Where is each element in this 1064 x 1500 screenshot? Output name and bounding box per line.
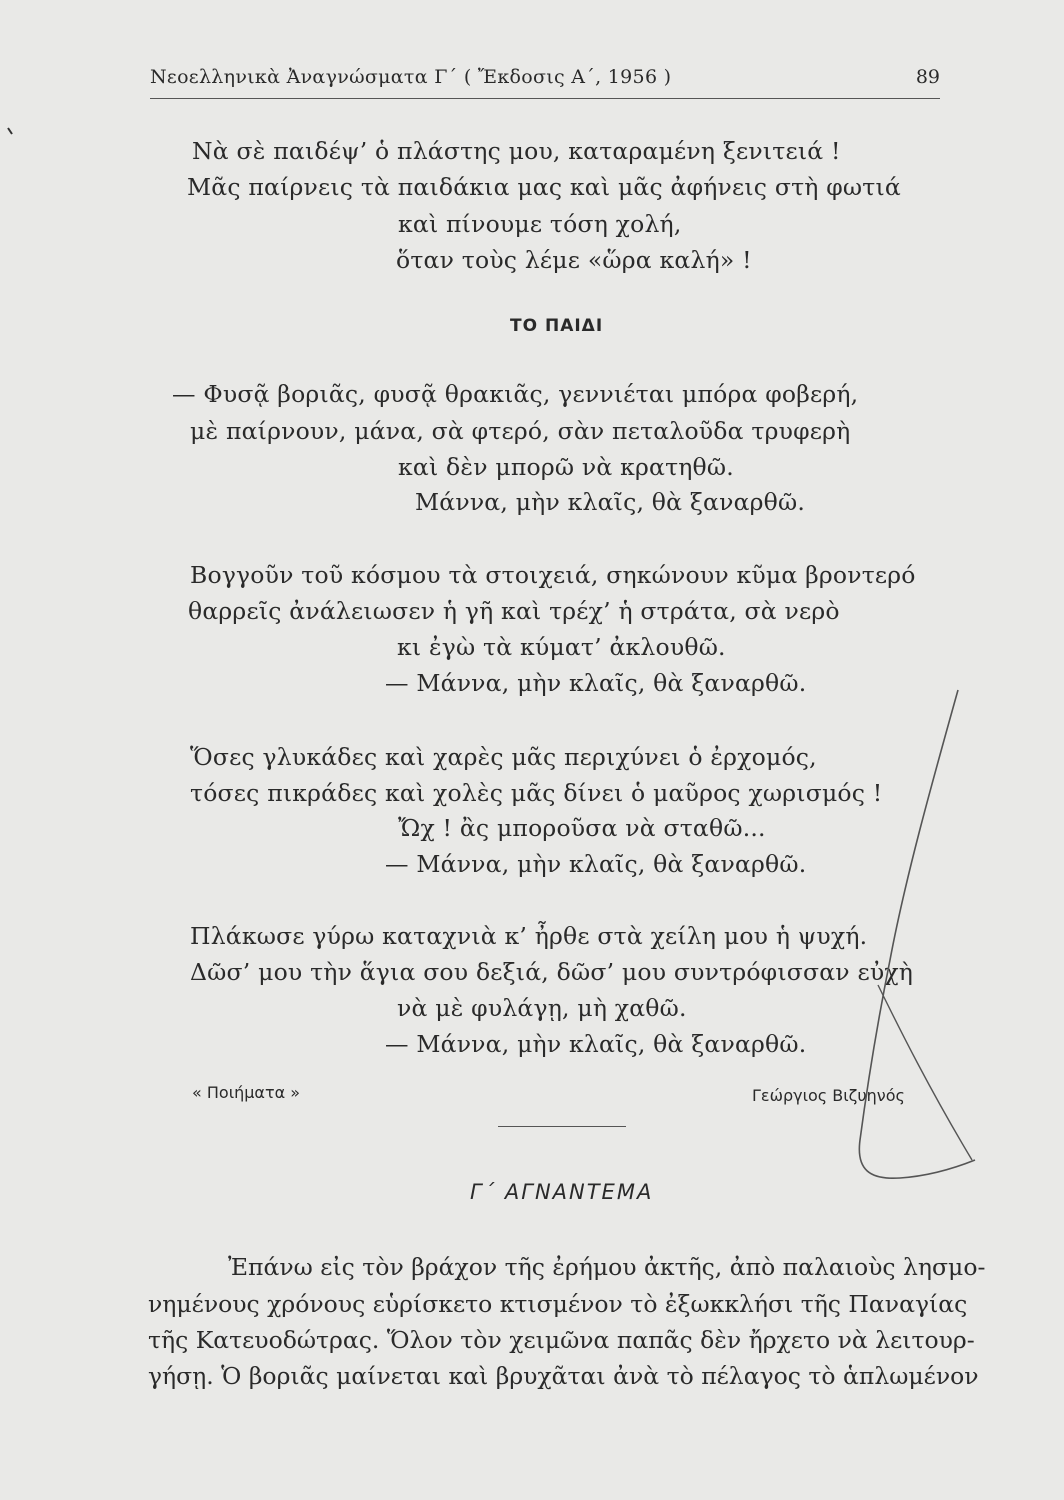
poem-line: θαρρεῖς ἀνάλειωσεν ἡ γῆ καὶ τρέχ’ ἡ στράτα, σὰ νερὸ: [188, 597, 840, 625]
poem-line: Δῶσ’ μου τὴν ἅγια σου δεξιά, δῶσ’ μου συντρόφισσαν εὐχὴ: [190, 958, 914, 986]
pencil-stroke: [859, 690, 975, 1178]
poem-line: — Μάννα, μὴν κλαῖς, θὰ ξαναρθῶ.: [385, 669, 807, 697]
poem-source: « Ποιήματα »: [192, 1083, 301, 1102]
running-title: Νεοελληνικὰ Ἀναγνώσματα Γ´ ( Ἔκδοσις Α΄, 1956 ): [150, 66, 672, 88]
prose-line: τῆς Κατευοδώτρας. Ὅλον τὸν χειμῶνα παπᾶς δὲν ἤρχετο νὰ λειτουρ-: [148, 1326, 975, 1354]
poem-line: τόσες πικράδες καὶ χολὲς μᾶς δίνει ὁ μαῦρος χωρισμός !: [190, 779, 883, 807]
poem-line: — Φυσᾷ βοριᾶς, φυσᾷ θρακιᾶς, γεννιέται μπόρα φοβερή,: [172, 380, 859, 408]
poem-line: — Μάννα, μὴν κλαῖς, θὰ ξαναρθῶ.: [385, 850, 807, 878]
poem-line: Ὅσες γλυκάδες καὶ χαρὲς μᾶς περιχύνει ὁ ἐρχομός,: [190, 743, 817, 771]
poem-line: καὶ πίνουμε τόση χολή,: [398, 210, 682, 238]
section-divider: [498, 1126, 626, 1127]
poem-line: — Μάννα, μὴν κλαῖς, θὰ ξαναρθῶ.: [385, 1030, 807, 1058]
poem-title: ΤΟ ΠΑΙΔΙ: [510, 316, 604, 336]
poem-line: κι ἐγὼ τὰ κύματ’ ἀκλουθῶ.: [397, 633, 726, 661]
prose-line: γήσῃ. Ὁ βοριᾶς μαίνεται καὶ βρυχᾶται ἀνὰ τὸ πέλαγος τὸ ἁπλωμένον: [148, 1362, 979, 1390]
poem-line: Νὰ σὲ παιδέψ’ ὁ πλάστης μου, καταραμένη ξενιτειά !: [192, 137, 841, 165]
pencil-stroke: [878, 985, 972, 1160]
poem-author: Γεώργιος Βιζυηνός: [752, 1086, 905, 1105]
poem-line: Μᾶς παίρνεις τὰ παιδάκια μας καὶ μᾶς ἀφήνεις στὴ φωτιά: [187, 173, 901, 201]
poem-line: Βογγοῦν τοῦ κόσμου τὰ στοιχειά, σηκώνουν κῦμα βροντερό: [190, 561, 916, 589]
page-number: 89: [915, 66, 940, 88]
page-header: [150, 64, 940, 99]
poem-line: μὲ παίρνουν, μάνα, σὰ φτερό, σὰν πεταλοῦδα τρυφερὴ: [190, 417, 851, 445]
pencil-tick: [8, 128, 12, 134]
poem-line: Ὤχ ! ἂς μποροῦσα νὰ σταθῶ...: [398, 814, 766, 842]
poem-line: Μάννα, μὴν κλαῖς, θὰ ξαναρθῶ.: [415, 488, 806, 516]
prose-line: νημένους χρόνους εὑρίσκετο κτισμένον τὸ ἐξωκκλήσι τῆς Παναγίας: [148, 1290, 968, 1318]
poem-line: ὅταν τοὺς λέμε «ὥρα καλή» !: [396, 246, 752, 274]
prose-line: Ἐπάνω εἰς τὸν βράχον τῆς ἐρήμου ἀκτῆς, ἀπὸ παλαιοὺς λησμο-: [228, 1253, 986, 1281]
section-title: Γ´ ΑΓΝΑΝΤΕΜΑ: [470, 1180, 654, 1204]
poem-line: Πλάκωσε γύρω καταχνιὰ κ’ ἦρθε στὰ χείλη μου ἡ ψυχή.: [190, 922, 868, 950]
poem-line: καὶ δὲν μπορῶ νὰ κρατηθῶ.: [398, 453, 734, 481]
poem-line: νὰ μὲ φυλάγῃ, μὴ χαθῶ.: [397, 994, 687, 1022]
